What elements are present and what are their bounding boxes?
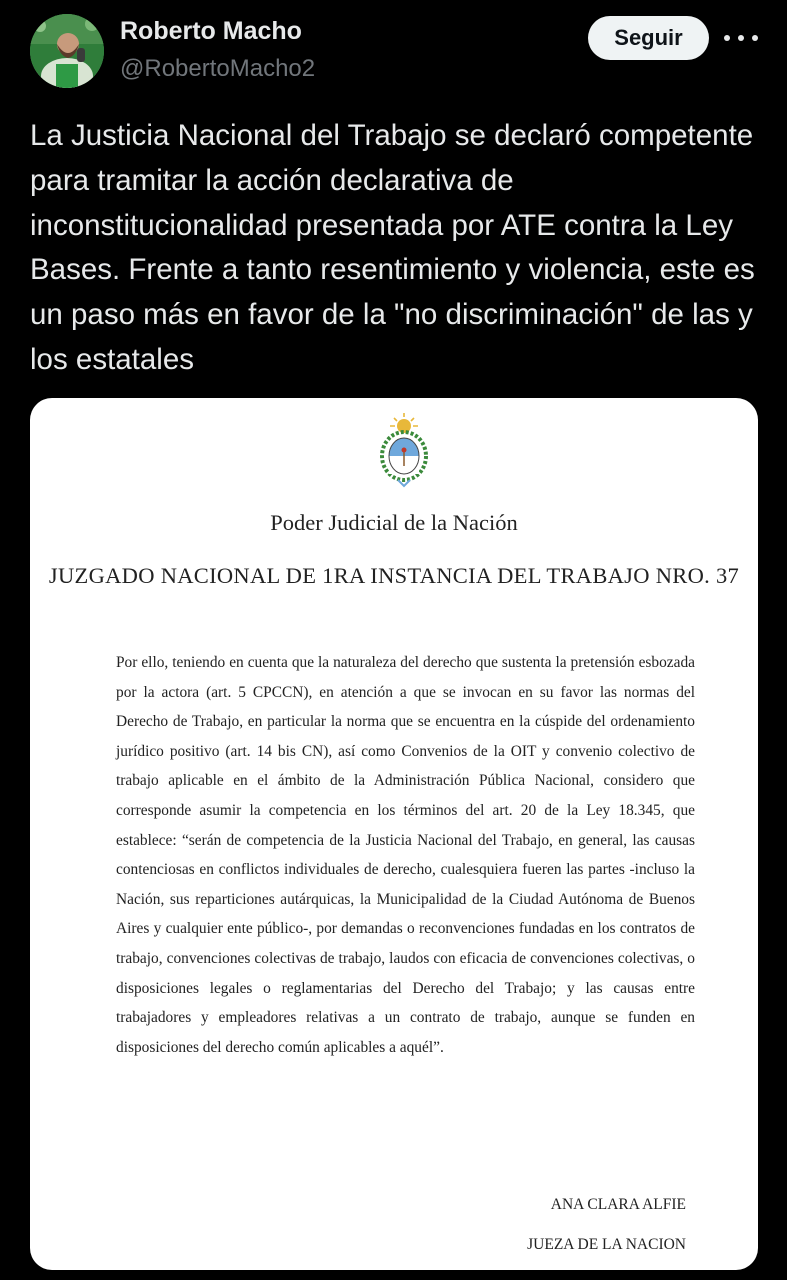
more-dot (738, 35, 744, 41)
document-body-text: Por ello, teniendo en cuenta que la naturaleza del derecho que sustenta la pretensión esbozada por la actora (art. 5 CPCCN), en atención a que se invocan en su favor las normas del Derecho de Trabajo, en particular la norma que se encuentra en la cúspide del ordenamiento jurídico positivo (art. 14 bis CN), así como Convenios de la OIT y convenio colectivo de trabajo aplicable en el ámbito de la Administración Pública Nacional, considero que corresponde asumir la competencia en los términos del art. 20 de la Ley 18.345, que establece: “serán de competencia de la Justicia Nacional del Trabajo, en general, las causas contenciosas en conflictos individuales de derecho, cualesquiera fueren las partes -incluso la Nación, sus reparticiones autárquicas, la Municipalidad de la Ciudad Autónoma de Buenos Aires y cualquier ente público-, por demandas o reconvenciones fundadas en los contratos de trabajo, convenciones colectivas de trabajo, laudos con eficacia de convenciones colectivas, o disposiciones legales o reglamentarias del Derecho del Trabajo; y las causas entre trabajadores y empleadores relativas a un contrato de trabajo, aunque se funden en disposiciones del derecho común aplicables a aquél”. (116, 654, 695, 1056)
document-juzgado-title: JUZGADO NACIONAL DE 1RA INSTANCIA DEL TRABAJO NRO. 37 (48, 563, 740, 588)
more-dot (724, 35, 730, 41)
tweet-header (0, 0, 787, 100)
display-name[interactable]: Roberto Macho (120, 17, 302, 45)
user-handle[interactable]: @RobertoMacho2 (120, 55, 316, 82)
more-horizontal-icon[interactable] (724, 26, 758, 50)
argentina-coat-of-arms-icon (374, 410, 434, 490)
avatar[interactable] (30, 14, 104, 88)
document-signature-name: ANA CLARA ALFIE (550, 1196, 686, 1213)
document-signature-title: JUEZA DE LA NACION (527, 1236, 686, 1253)
profile-photo-icon (30, 14, 104, 88)
more-dot (752, 35, 758, 41)
follow-button[interactable]: Seguir (588, 16, 709, 60)
tweet-text: La Justicia Nacional del Trabajo se declaró competente para tramitar la acción declarativa de inconstitucionalidad presentada por ATE contra la Ley Bases. Frente a tanto resentimiento y violencia, este es un paso más en favor de la "no discriminación" de las y los estatales (30, 119, 755, 376)
tweet-media-image[interactable] (30, 398, 758, 1270)
document-court-title: Poder Judicial de la Nación (270, 510, 518, 535)
